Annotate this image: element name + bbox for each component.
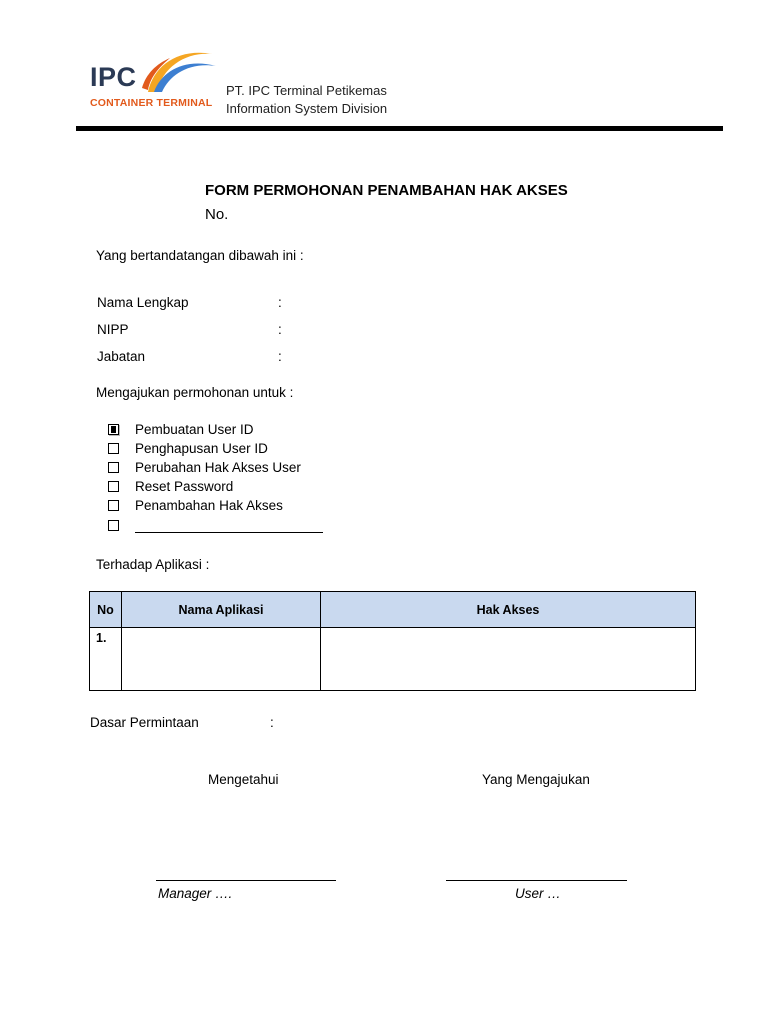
request-label: Mengajukan permohonan untuk :	[96, 385, 294, 400]
form-title: FORM PERMOHONAN PENAMBAHAN HAK AKSES	[205, 182, 568, 199]
field-colon-nipp: :	[278, 322, 282, 337]
option-penambahan-hak-akses[interactable]	[108, 496, 283, 515]
field-colon-jabatan: :	[278, 349, 282, 364]
form-number-label: No.	[205, 206, 229, 223]
signature-line-left	[156, 880, 336, 881]
logo-subtext: CONTAINER TERMINAL	[90, 97, 213, 109]
option-label: Penghapusan User ID	[135, 441, 268, 456]
checkbox[interactable]	[108, 443, 119, 454]
option-reset-password[interactable]	[108, 477, 233, 496]
option-perubahan-hak-akses[interactable]	[108, 458, 301, 477]
cell-nama-aplikasi[interactable]	[122, 628, 321, 691]
cell-no: 1.	[90, 628, 122, 691]
division-name: Information System Division	[226, 101, 388, 116]
header-nama-aplikasi: Nama Aplikasi	[122, 592, 321, 628]
intro-text: Yang bertandatangan dibawah ini :	[96, 248, 304, 263]
signature-left-name: Manager ….	[158, 886, 233, 901]
checkbox[interactable]	[108, 481, 119, 492]
header-divider	[76, 126, 723, 131]
logo-text: IPC	[90, 62, 137, 92]
checkbox[interactable]	[108, 500, 119, 511]
option-penghapusan-user-id[interactable]	[108, 439, 268, 458]
company-info	[226, 82, 387, 118]
application-label: Terhadap Aplikasi :	[96, 557, 210, 572]
checkbox[interactable]	[108, 462, 119, 473]
option-label: Penambahan Hak Akses	[135, 498, 283, 513]
company-name: PT. IPC Terminal Petikemas	[226, 83, 387, 98]
logo-swoosh-icon	[140, 44, 220, 94]
checkbox[interactable]	[108, 520, 119, 531]
header-hak-akses: Hak Akses	[321, 592, 696, 628]
other-option-blank-line[interactable]	[135, 518, 323, 533]
signature-right-name: User …	[515, 886, 561, 901]
application-table	[89, 591, 696, 691]
company-logo	[88, 44, 218, 112]
signature-line-right	[446, 880, 627, 881]
option-label: Perubahan Hak Akses User	[135, 460, 301, 475]
cell-hak-akses[interactable]	[321, 628, 696, 691]
basis-label: Dasar Permintaan	[90, 715, 199, 730]
option-label: Reset Password	[135, 479, 234, 494]
signature-right-heading: Yang Mengajukan	[482, 772, 590, 787]
field-colon-nama: :	[278, 295, 282, 310]
table-header-row	[90, 592, 696, 628]
option-other[interactable]	[108, 516, 323, 535]
header-no: No	[90, 592, 122, 628]
option-label: Pembuatan User ID	[135, 422, 254, 437]
field-label-nama: Nama Lengkap	[97, 295, 189, 310]
table-row	[90, 628, 696, 691]
checkbox-checked[interactable]	[108, 424, 119, 435]
basis-colon: :	[270, 715, 274, 730]
signature-left-heading: Mengetahui	[208, 772, 279, 787]
field-label-nipp: NIPP	[97, 322, 129, 337]
option-pembuatan-user-id[interactable]	[108, 420, 254, 439]
field-label-jabatan: Jabatan	[97, 349, 146, 364]
